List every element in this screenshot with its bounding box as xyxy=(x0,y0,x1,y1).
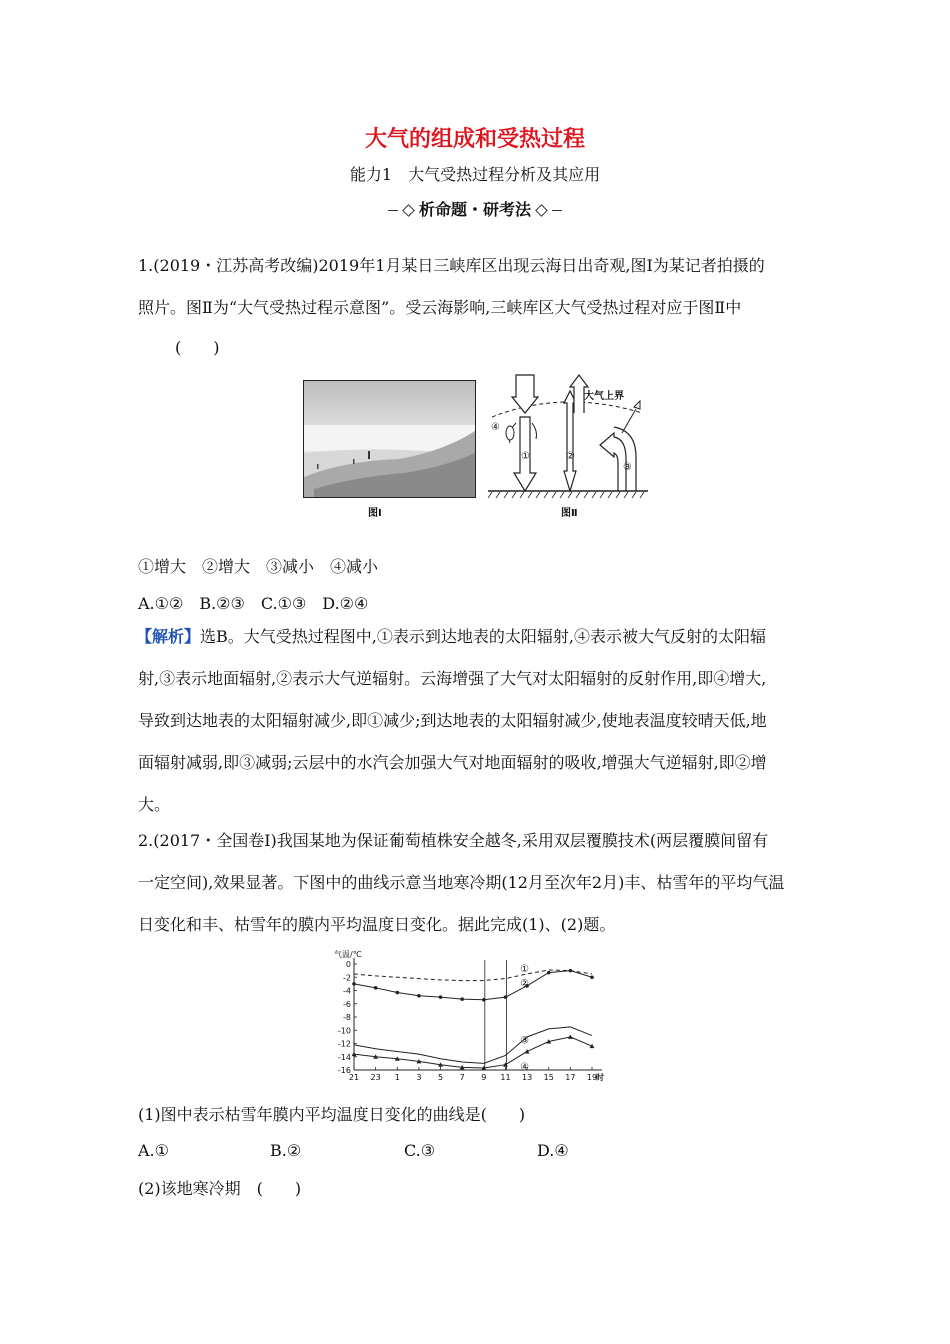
q2-line2: 一定空间),效果显著。下图中的曲线示意当地寒冷期(12月至次年2月)丰、枯雪年的平均气温 xyxy=(138,873,785,892)
figure-2-mark-3: ③ xyxy=(623,462,632,473)
figure-1-caption: 图Ⅰ xyxy=(368,508,382,519)
q2-sub1-option-c: C.③ xyxy=(404,1141,436,1160)
q2-sub1-option-b: B.② xyxy=(270,1141,302,1160)
series-2-point xyxy=(547,971,551,975)
analysis-tag: 【解析】 xyxy=(136,627,201,646)
figure-2-mark-4: ④ xyxy=(491,422,500,433)
x-tick-label: 9 xyxy=(481,1073,487,1082)
y-tick-label: 0 xyxy=(345,960,351,969)
y-axis-label: 气温/℃ xyxy=(334,950,362,959)
q2-sub1: (1)图中表示枯雪年膜内平均温度日变化的曲线是( ) xyxy=(138,1105,526,1124)
x-tick-label: 7 xyxy=(459,1073,465,1082)
section-label: 析命题・研考法 xyxy=(418,200,531,219)
figure-2-caption: 图Ⅱ xyxy=(561,508,578,519)
x-tick-label: 19 xyxy=(586,1073,598,1082)
q2-sub1-option-d: D.④ xyxy=(537,1141,569,1160)
q2-sub2: (2)该地寒冷期 ( ) xyxy=(138,1179,302,1198)
series-2-point xyxy=(439,995,443,999)
analysis-text: 选B。大气受热过程图中,①表示到达地表的太阳辐射,④表示被大气反射的太阳辐 xyxy=(200,627,766,646)
y-tick-label: -8 xyxy=(343,1013,351,1022)
q2-line3: 日变化和丰、枯雪年的膜内平均温度日变化。据此完成(1)、(2)题。 xyxy=(138,915,616,934)
figure-2-boundary-label: 大气上界 xyxy=(584,391,624,402)
q2-line1: 2.(2017・全国卷Ⅰ)我国某地为保证葡萄植株安全越冬,采用双层覆膜技术(两层覆膜间留有 xyxy=(138,831,769,850)
q2-sub1-option-a: A.① xyxy=(138,1141,169,1160)
series-2-point xyxy=(569,969,573,973)
series-4-point xyxy=(568,1034,573,1038)
y-tick-label: -12 xyxy=(337,1039,351,1049)
x-tick-label: 17 xyxy=(565,1073,576,1082)
y-tick-label: -14 xyxy=(337,1052,351,1062)
series-label-4: ④ xyxy=(520,1062,530,1074)
x-tick-label: 23 xyxy=(370,1073,381,1082)
q1-line2: 照片。图Ⅱ为“大气受热过程示意图”。受云海影响,三峡库区大气受热过程对应于图Ⅱ中 xyxy=(138,298,742,317)
series-label-1: ① xyxy=(520,963,530,975)
figure-2-diagram xyxy=(488,373,648,499)
series-2-point xyxy=(504,995,508,999)
x-tick-label: 1 xyxy=(394,1073,400,1082)
q1-analysis-line2: 射,③表示地面辐射,②表示大气逆辐射。云海增强了大气对太阳辐射的反射作用,即④增大, xyxy=(138,669,767,688)
x-axis-label: 时 xyxy=(596,1073,604,1082)
y-tick-label: -4 xyxy=(343,986,351,996)
page-title: 大气的组成和受热过程 xyxy=(364,127,585,152)
q1-analysis-line5: 大。 xyxy=(138,795,171,814)
figure-1-photo xyxy=(303,380,476,498)
q1-line1: 1.(2019・江苏高考改编)2019年1月某日三峡库区出现云海日出奇观,图Ⅰ为某记者拍摄的 xyxy=(138,256,765,275)
temperature-chart xyxy=(332,950,612,1090)
series-2-point xyxy=(482,998,486,1002)
series-2-point xyxy=(352,982,356,986)
section-heading xyxy=(0,197,950,220)
page-subtitle: 能力1 大气受热过程分析及其应用 xyxy=(349,165,601,184)
y-tick-label: -10 xyxy=(337,1026,351,1036)
q1-analysis-line1 xyxy=(136,626,766,648)
q1-analysis-line3: 导致到达地表的太阳辐射减少,即①减少;到达地表的太阳辐射减少,使地表温度较晴天低,地 xyxy=(138,711,767,730)
x-tick-label: 5 xyxy=(437,1073,444,1082)
x-tick-label: 15 xyxy=(543,1073,554,1082)
y-tick-label: -2 xyxy=(343,973,351,983)
x-tick-label: 11 xyxy=(500,1073,511,1082)
y-tick-label: -6 xyxy=(343,999,351,1009)
series-label-2: ② xyxy=(520,978,530,990)
series-line-4 xyxy=(354,1037,592,1068)
series-2-point xyxy=(374,986,378,990)
q1-options: A.①② B.②③ C.①③ D.②④ xyxy=(138,594,369,613)
series-label-3: ③ xyxy=(520,1035,530,1047)
series-4-point xyxy=(525,1049,530,1053)
series-2-point xyxy=(460,997,464,1001)
q1-answer-blank: ( ) xyxy=(175,338,220,357)
y-tick-label: -16 xyxy=(337,1066,351,1075)
figure-2-mark-1: ① xyxy=(521,451,530,462)
q1-statements: ①增大 ②增大 ③减小 ④减小 xyxy=(138,557,379,576)
series-2-point xyxy=(395,991,399,995)
x-tick-label: 3 xyxy=(416,1073,422,1082)
series-2-point xyxy=(417,994,421,998)
series-line-2 xyxy=(354,971,592,1000)
figure-2-mark-2: ② xyxy=(566,451,575,462)
series-2-point xyxy=(590,975,594,979)
x-tick-label: 13 xyxy=(521,1073,533,1082)
x-tick-label: 21 xyxy=(348,1073,360,1082)
q1-analysis-line4: 面辐射减弱,即③减弱;云层中的水汽会加强大气对地面辐射的吸收,增强大气逆辐射,即②增 xyxy=(138,753,767,772)
